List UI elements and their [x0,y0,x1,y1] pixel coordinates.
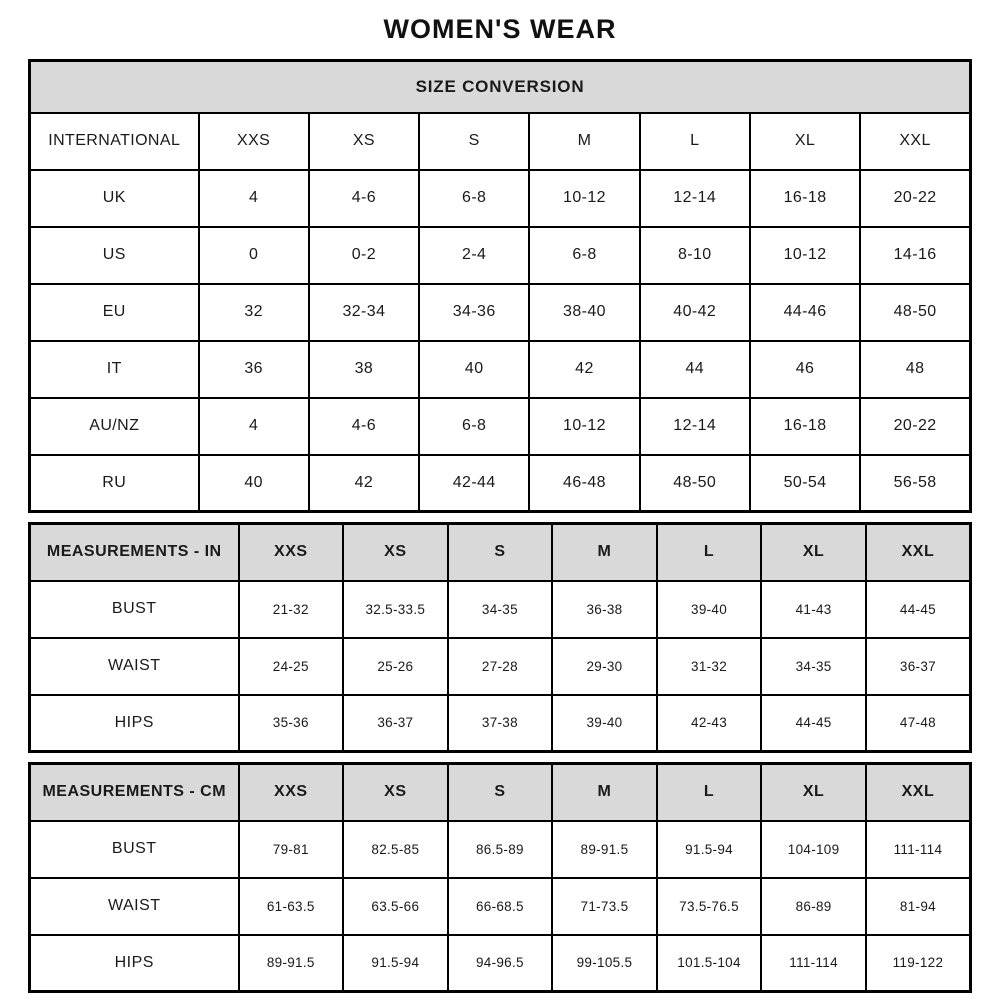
page-title: WOMEN'S WEAR [383,14,617,44]
size-value: 6-8 [419,170,529,227]
measurement-value: 42-43 [657,695,762,752]
size-value: 6-8 [529,227,639,284]
column-header-size-s: S [448,764,553,821]
size-value: 44 [640,341,750,398]
size-value: 40 [419,341,529,398]
size-value: 32 [199,284,309,341]
measurement-label: BUST [30,581,239,638]
measurement-value: 39-40 [552,695,657,752]
measurements-in-header-row [30,524,971,581]
measurement-value: 31-32 [657,638,762,695]
size-value: 34-36 [419,284,529,341]
measurements-in-table [28,522,972,753]
column-header-size-xxs: XXS [239,524,344,581]
measurement-value: 79-81 [239,821,344,878]
measurement-value: 101.5-104 [657,935,762,992]
measurement-value: 91.5-94 [343,935,448,992]
measurement-label: WAIST [30,638,239,695]
size-value: 48-50 [640,455,750,512]
measurement-value: 94-96.5 [448,935,553,992]
size-value: 38-40 [529,284,639,341]
measurements-title: MEASUREMENTS - IN [30,524,239,581]
measurements-cm-table [28,762,972,993]
size-value: 4-6 [309,170,419,227]
region-label: AU/NZ [30,398,199,455]
size-value: 46-48 [529,455,639,512]
measurement-label: HIPS [30,935,239,992]
measurement-value: 86-89 [761,878,866,935]
measurements-in-row-hips [30,695,971,752]
measurement-value: 91.5-94 [657,821,762,878]
column-header-size-l: L [657,524,762,581]
column-header-size-s: S [419,113,529,170]
size-value: 42 [529,341,639,398]
measurement-value: 39-40 [657,581,762,638]
size-value: 16-18 [750,170,860,227]
size-row-eu [30,284,971,341]
size-conversion-banner-row [30,61,971,113]
size-row-uk [30,170,971,227]
measurement-value: 36-37 [343,695,448,752]
size-value: 0-2 [309,227,419,284]
size-value: 10-12 [750,227,860,284]
size-value: 10-12 [529,398,639,455]
measurement-value: 34-35 [448,581,553,638]
size-row-au-nz [30,398,971,455]
region-label: EU [30,284,199,341]
column-header-size-xxs: XXS [199,113,309,170]
column-header-size-xs: XS [309,113,419,170]
column-header-size-xxl: XXL [866,524,971,581]
size-value: 4-6 [309,398,419,455]
measurements-in-row-waist [30,638,971,695]
measurements-cm-row-waist [30,878,971,935]
column-header-size-xl: XL [761,764,866,821]
measurements-title: MEASUREMENTS - CM [30,764,239,821]
measurements-cm-row-bust [30,821,971,878]
column-header-size-xxs: XXS [239,764,344,821]
size-value: 38 [309,341,419,398]
measurement-value: 21-32 [239,581,344,638]
size-conversion-table [28,59,972,513]
measurement-value: 63.5-66 [343,878,448,935]
column-header-size-xs: XS [343,524,448,581]
size-value: 8-10 [640,227,750,284]
column-header-size-l: L [657,764,762,821]
size-value: 32-34 [309,284,419,341]
size-value: 56-58 [860,455,970,512]
size-value: 12-14 [640,170,750,227]
measurement-value: 37-38 [448,695,553,752]
region-label: UK [30,170,199,227]
measurement-value: 27-28 [448,638,553,695]
size-value: 6-8 [419,398,529,455]
measurement-value: 82.5-85 [343,821,448,878]
size-value: 36 [199,341,309,398]
size-value: 42 [309,455,419,512]
measurement-value: 111-114 [866,821,971,878]
region-label: US [30,227,199,284]
size-value: 4 [199,398,309,455]
column-header-size-s: S [448,524,553,581]
size-value: 40-42 [640,284,750,341]
measurement-label: WAIST [30,878,239,935]
size-value: 20-22 [860,398,970,455]
size-value: 48-50 [860,284,970,341]
measurement-value: 73.5-76.5 [657,878,762,935]
size-row-it [30,341,971,398]
size-value: 42-44 [419,455,529,512]
column-header-region: INTERNATIONAL [30,113,199,170]
measurement-value: 29-30 [552,638,657,695]
measurement-value: 111-114 [761,935,866,992]
column-header-size-xxl: XXL [866,764,971,821]
size-value: 10-12 [529,170,639,227]
column-header-size-m: M [529,113,639,170]
measurement-value: 41-43 [761,581,866,638]
size-row-us [30,227,971,284]
size-value: 14-16 [860,227,970,284]
size-value: 2-4 [419,227,529,284]
size-value: 20-22 [860,170,970,227]
measurement-value: 104-109 [761,821,866,878]
size-conversion-title: SIZE CONVERSION [30,61,971,113]
measurement-value: 35-36 [239,695,344,752]
measurement-value: 24-25 [239,638,344,695]
column-header-size-xl: XL [761,524,866,581]
size-value: 12-14 [640,398,750,455]
measurement-value: 89-91.5 [239,935,344,992]
size-value: 4 [199,170,309,227]
measurement-value: 119-122 [866,935,971,992]
size-value: 0 [199,227,309,284]
column-header-size-m: M [552,524,657,581]
region-label: RU [30,455,199,512]
column-header-size-l: L [640,113,750,170]
measurement-value: 71-73.5 [552,878,657,935]
column-header-size-xxl: XXL [860,113,970,170]
column-header-size-m: M [552,764,657,821]
measurement-value: 86.5-89 [448,821,553,878]
measurement-value: 44-45 [866,581,971,638]
measurements-cm-row-hips [30,935,971,992]
measurement-value: 61-63.5 [239,878,344,935]
measurement-value: 99-105.5 [552,935,657,992]
size-value: 16-18 [750,398,860,455]
measurement-value: 36-38 [552,581,657,638]
measurement-value: 25-26 [343,638,448,695]
measurement-label: HIPS [30,695,239,752]
size-row-ru [30,455,971,512]
measurement-value: 34-35 [761,638,866,695]
region-label: IT [30,341,199,398]
size-value: 40 [199,455,309,512]
size-conversion-column-header-row [30,113,971,170]
size-value: 48 [860,341,970,398]
size-value: 50-54 [750,455,860,512]
measurement-label: BUST [30,821,239,878]
measurement-value: 81-94 [866,878,971,935]
size-value: 44-46 [750,284,860,341]
measurement-value: 32.5-33.5 [343,581,448,638]
measurements-in-row-bust [30,581,971,638]
measurement-value: 44-45 [761,695,866,752]
column-header-size-xl: XL [750,113,860,170]
measurement-value: 89-91.5 [552,821,657,878]
measurement-value: 47-48 [866,695,971,752]
size-value: 46 [750,341,860,398]
measurement-value: 36-37 [866,638,971,695]
column-header-size-xs: XS [343,764,448,821]
measurements-cm-header-row [30,764,971,821]
measurement-value: 66-68.5 [448,878,553,935]
